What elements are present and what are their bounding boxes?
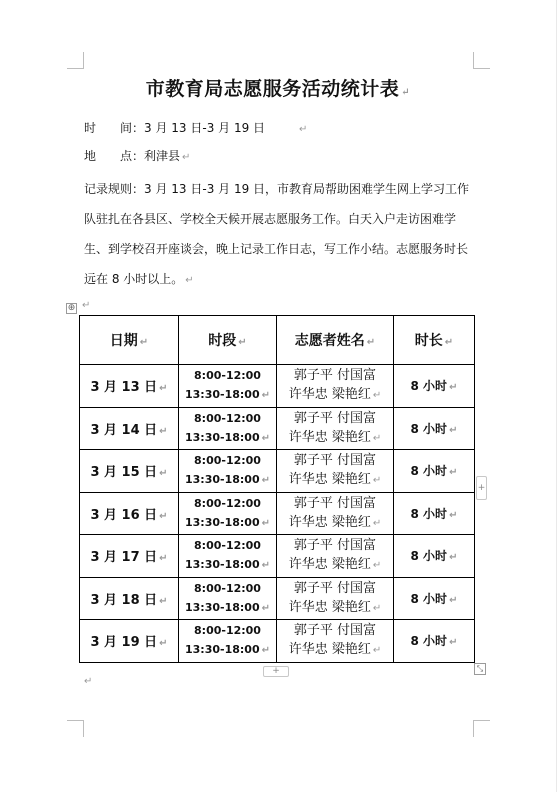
- time-line[interactable]: [84, 119, 307, 136]
- cell-names[interactable]: 郭子平 付国富 许华忠 梁艳红 ↵: [277, 407, 394, 450]
- volunteer-table: [79, 315, 475, 663]
- cell-time[interactable]: 8:00-12:00 13:30-18:00 ↵: [179, 535, 277, 578]
- cell-time[interactable]: 8:00-12:00 13:30-18:00 ↵: [179, 365, 277, 408]
- cell-date[interactable]: 3 月 17 日 ↵: [80, 535, 179, 578]
- cell-duration[interactable]: 8 小时 ↵: [394, 450, 475, 493]
- header-date[interactable]: 日期 ↵: [80, 316, 179, 365]
- header-time[interactable]: 时段 ↵: [179, 316, 277, 365]
- time-value: 3 月 13 日-3 月 19 日: [144, 121, 266, 135]
- rules-text: 3 月 13 日-3 月 19 日，市教育局帮助困难学生网上学习工作队驻扎在各县区、学校全天候开展志愿服务工作。白天入户走访困难学生、到学校召开座谈会，晚上记录工作日志，写工作小结。志愿服务时长远在 8 小时以上。: [84, 182, 470, 286]
- cell-duration[interactable]: 8 小时 ↵: [394, 577, 475, 620]
- cell-time[interactable]: 8:00-12:00 13:30-18:00 ↵: [179, 450, 277, 493]
- table-row: [80, 450, 475, 493]
- add-row-icon[interactable]: +: [263, 666, 289, 677]
- table-resize-handle-icon[interactable]: ⤡: [474, 663, 486, 675]
- cell-duration[interactable]: 8 小时 ↵: [394, 407, 475, 450]
- cell-time[interactable]: 8:00-12:00 13:30-18:00 ↵: [179, 407, 277, 450]
- cell-names[interactable]: 郭子平 付国富 许华忠 梁艳红 ↵: [277, 535, 394, 578]
- time-label: 时 间：: [84, 121, 145, 135]
- cell-names[interactable]: 郭子平 付国富 许华忠 梁艳红 ↵: [277, 492, 394, 535]
- cell-duration[interactable]: 8 小时 ↵: [394, 365, 475, 408]
- margin-corner-top-right: [473, 52, 490, 69]
- paragraph-mark: ↵: [82, 300, 91, 311]
- header-names[interactable]: 志愿者姓名 ↵: [277, 316, 394, 365]
- cell-date[interactable]: 3 月 19 日 ↵: [80, 620, 179, 663]
- cell-date[interactable]: 3 月 13 日 ↵: [80, 365, 179, 408]
- margin-corner-top-left: [67, 52, 84, 69]
- cell-names[interactable]: 郭子平 付国富 许华忠 梁艳红 ↵: [277, 450, 394, 493]
- header-duration[interactable]: 时长 ↵: [394, 316, 475, 365]
- cell-date[interactable]: 3 月 16 日 ↵: [80, 492, 179, 535]
- cell-time[interactable]: 8:00-12:00 13:30-18:00 ↵: [179, 492, 277, 535]
- table-row: [80, 365, 475, 408]
- margin-corner-bottom-left: [67, 720, 84, 737]
- table-row: [80, 492, 475, 535]
- cell-names[interactable]: 郭子平 付国富 许华忠 梁艳红 ↵: [277, 620, 394, 663]
- table-row: [80, 577, 475, 620]
- paragraph-mark: ↵: [299, 124, 308, 135]
- cell-time[interactable]: 8:00-12:00 13:30-18:00 ↵: [179, 577, 277, 620]
- table-move-handle-icon[interactable]: ⊕: [67, 303, 76, 313]
- paragraph-mark: ↵: [182, 152, 191, 163]
- paragraph-mark: ↵: [401, 87, 411, 98]
- rules-label: 记录规则：: [84, 182, 145, 196]
- paragraph-mark: ↵: [84, 676, 93, 687]
- document-title[interactable]: 市教育局志愿服务活动统计表 ↵: [145, 78, 411, 100]
- table-row: [80, 407, 475, 450]
- rules-paragraph[interactable]: [84, 174, 476, 296]
- cell-duration[interactable]: 8 小时 ↵: [394, 535, 475, 578]
- cell-names[interactable]: 郭子平 付国富 许华忠 梁艳红 ↵: [277, 365, 394, 408]
- cell-date[interactable]: 3 月 14 日 ↵: [80, 407, 179, 450]
- table-row: [80, 620, 475, 663]
- margin-corner-bottom-right: [473, 720, 490, 737]
- cell-names[interactable]: 郭子平 付国富 许华忠 梁艳红 ↵: [277, 577, 394, 620]
- table-header-row: [80, 316, 475, 365]
- paragraph-mark: ↵: [185, 275, 194, 286]
- cell-duration[interactable]: 8 小时 ↵: [394, 492, 475, 535]
- cell-date[interactable]: 3 月 15 日 ↵: [80, 450, 179, 493]
- cell-duration[interactable]: 8 小时 ↵: [394, 620, 475, 663]
- place-label: 地 点：: [84, 149, 145, 163]
- cell-date[interactable]: 3 月 18 日 ↵: [80, 577, 179, 620]
- table-row: [80, 535, 475, 578]
- place-value: 利津县: [144, 149, 181, 163]
- add-column-icon[interactable]: +: [476, 476, 487, 500]
- place-line[interactable]: [84, 147, 190, 164]
- cell-time[interactable]: 8:00-12:00 13:30-18:00 ↵: [179, 620, 277, 663]
